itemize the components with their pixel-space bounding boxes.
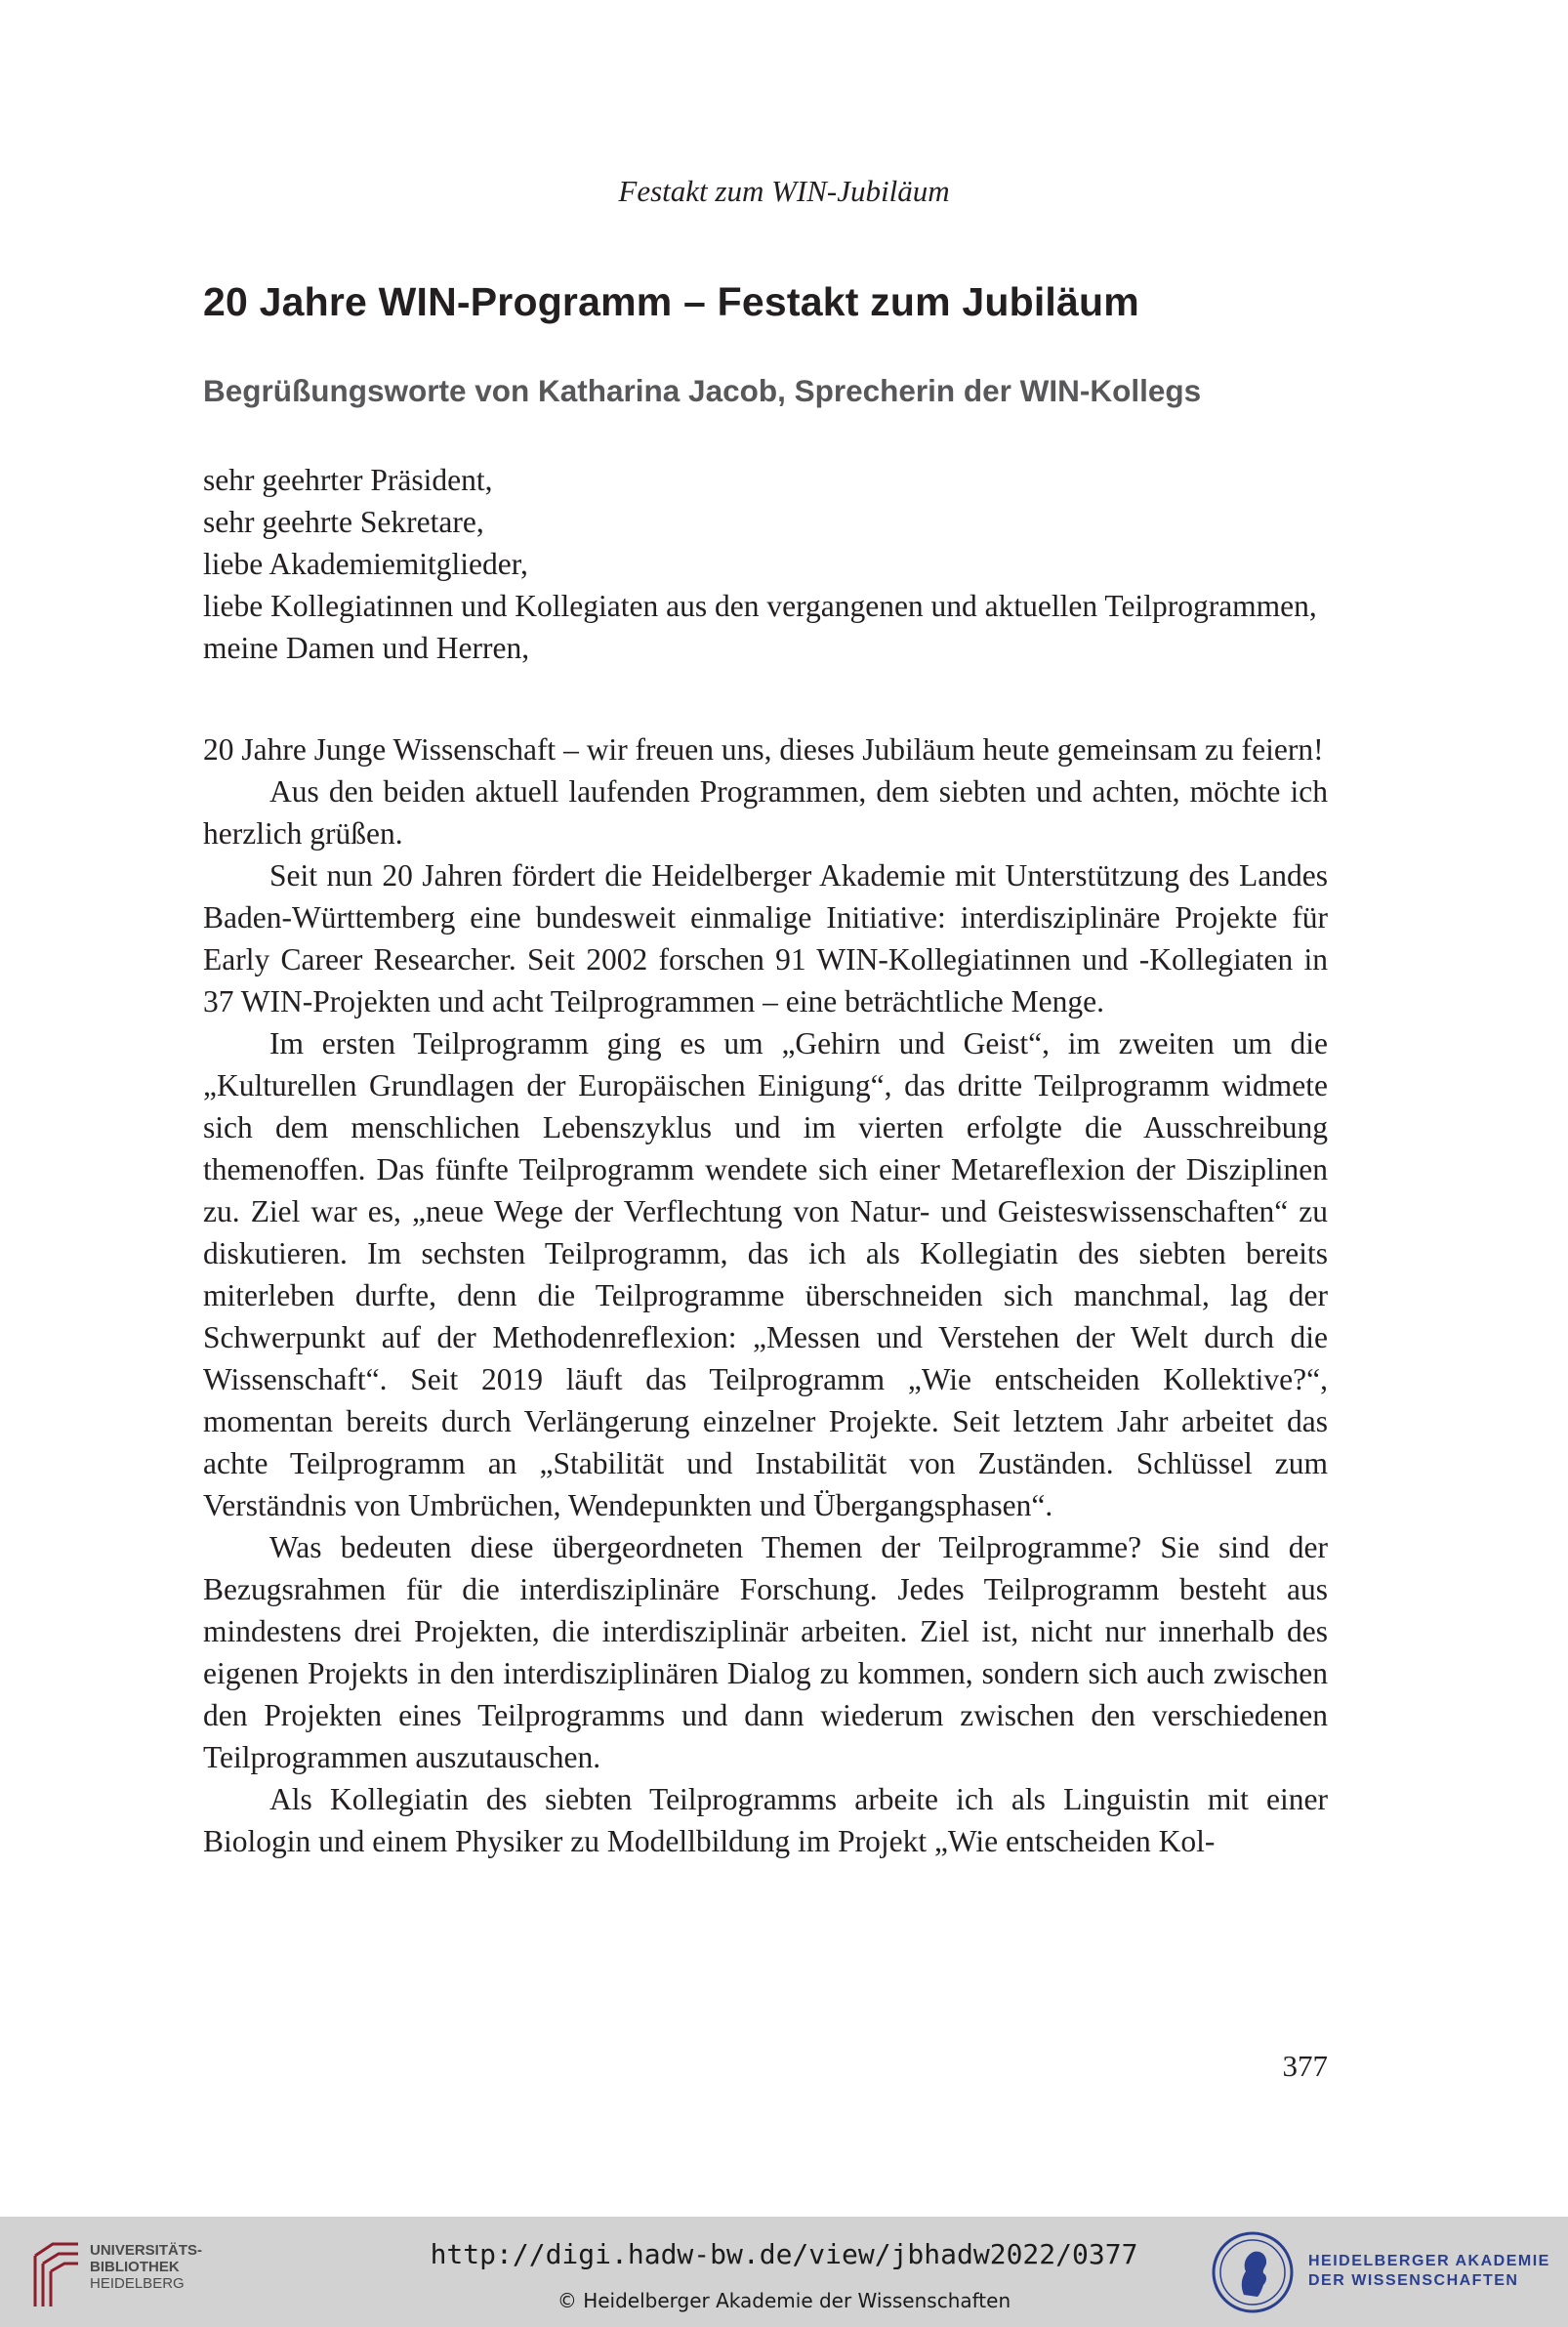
salutation-line: meine Damen und Herren, (203, 631, 530, 665)
paragraph: Im ersten Teilprogramm ging es um „Gehirn und Geist“, im zweiten um die „Kulturellen Grundlagen der Europäischen Einigung“, das dritte Teilprogramm widmete sich dem menschlichen Lebenszyklus und im vierten erfolgte die Ausschreibung themenoffen. Das fünfte Teilprogramm wendete sich einer Metareflexion der Disziplinen zu. Ziel war es, „neue Wege der Verflechtung von Natur- und Geisteswissenschaften“ zu diskutieren. Im sechsten Teilprogramm, das ich als Kollegiatin des siebten bereits miterleben durfte, denn die Teilprogramme überschneiden sich manchmal, lag der Schwerpunkt auf der Methodenreflexion: „Messen und Verstehen der Welt durch die Wissenschaft“. Seit 2019 läuft das Teilprogramm „Wie entscheiden Kollektive?“, momentan bereits durch Verlängerung einzelner Projekte. Seit letztem Jahr arbeitet das achte Teilprogramm an „Stabilität und Instabilität von Zuständen. Schlüssel zum Verständnis von Umbrüchen, Wendepunkten und Übergangsphasen“. (203, 1026, 1328, 1522)
logo-line: UNIVERSITÄTS- (90, 2242, 203, 2259)
salutation-line: liebe Akademiemitglieder, (203, 547, 528, 581)
salutation-block (203, 459, 1328, 669)
footer-bar (0, 2217, 1568, 2327)
paragraph: Aus den beiden aktuell laufenden Programmen, dem siebten und achten, möchte ich herzlich grüßen. (203, 774, 1328, 851)
logo-line: BIBLIOTHEK (90, 2259, 180, 2275)
article-subtitle: Begrüßungsworte von Katharina Jacob, Sprecherin der WIN-Kollegs (203, 373, 1202, 408)
academy-name (1308, 2252, 1550, 2291)
paragraph: Seit nun 20 Jahren fördert die Heidelberger Akademie mit Unterstützung des Landes Baden-Württemberg eine bundesweit einmalige Initiative: interdisziplinäre Projekte für Early Career Researcher. Seit 2002 forschen 91 WIN-Kollegiatinnen und -Kollegiaten in 37 WIN-Projekten und acht Teilprogrammen – eine beträchtliche Menge. (203, 858, 1328, 1018)
paragraph: 20 Jahre Junge Wissenschaft – wir freuen uns, dieses Jubiläum heute gemeinsam zu feiern! (203, 732, 1324, 767)
salutation-line: sehr geehrte Sekretare, (203, 505, 484, 539)
salutation-line: liebe Kollegiatinnen und Kollegiaten aus den vergangenen und aktuellen Teilprogrammen, (203, 589, 1317, 623)
body-paragraphs (203, 728, 1328, 1862)
article-title: 20 Jahre WIN-Programm – Festakt zum Jubiläum (203, 279, 1139, 324)
logo-line: HEIDELBERGER AKADEMIE (1308, 2253, 1550, 2269)
paragraph: Als Kollegiatin des siebten Teilprogramms arbeite ich als Linguistin mit einer Biologin und einem Physiker zu Modellbildung im Projekt „Wie entscheiden Kol- (203, 1782, 1328, 1858)
logo-line: HEIDELBERG (90, 2275, 185, 2292)
academy-seal-icon (1211, 2230, 1295, 2314)
salutation-line: sehr geehrter Präsident, (203, 463, 493, 497)
source-url-link[interactable]: http://digi.hadw-bw.de/view/jbhadw2022/0377 (430, 2238, 1138, 2270)
logo-line: DER WISSENSCHAFTEN (1308, 2272, 1519, 2289)
page-number: 377 (1282, 2049, 1328, 2083)
paragraph: Was bedeuten diese übergeordneten Themen der Teilprogramme? Sie sind der Bezugsrahmen für die interdisziplinäre Forschung. Jedes Teilprogramm besteht aus mindestens drei Projekten, die interdisziplinär arbeiten. Ziel ist, nicht nur innerhalb des eigenen Projekts in den interdisziplinären Dialog zu kommen, sondern sich auch zwischen den Projekten eines Teilprogramms und dann wiederum zwischen den verschiedenen Teilprogrammen auszutauschen. (203, 1530, 1328, 1774)
copyright-notice: © Heidelberger Akademie der Wissenschaften (557, 2289, 1011, 2312)
running-head: Festakt zum WIN-Jubiläum (618, 174, 950, 208)
